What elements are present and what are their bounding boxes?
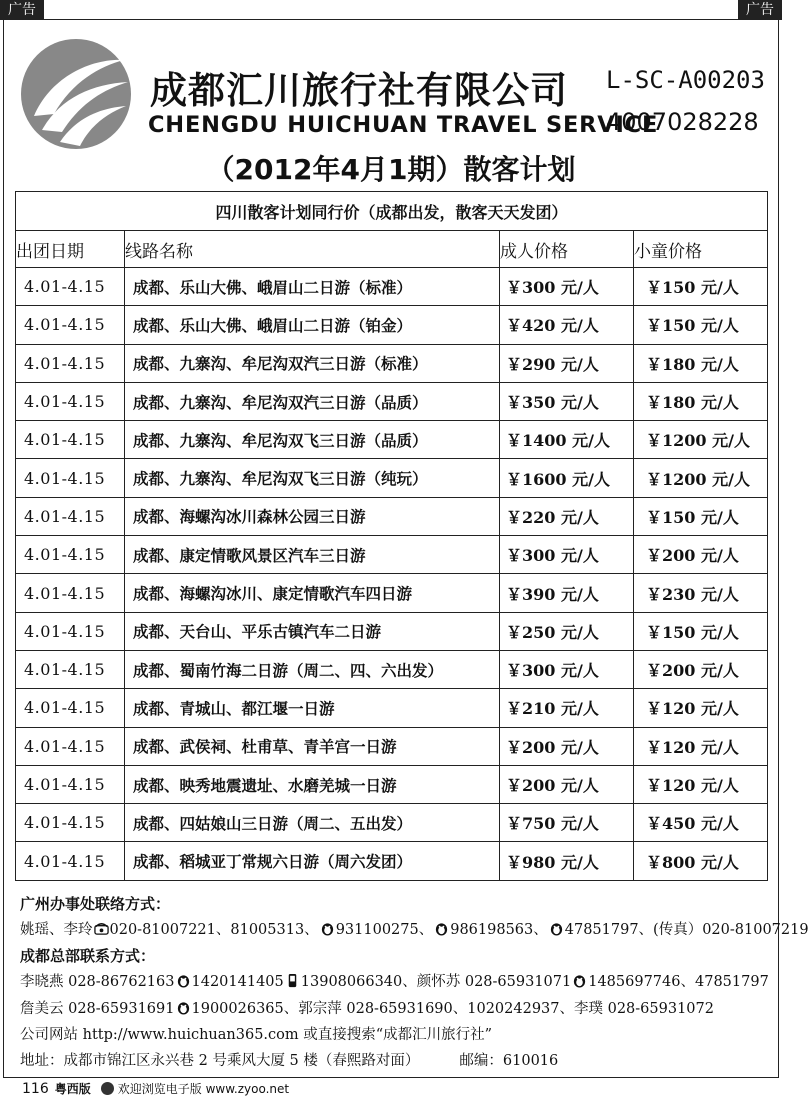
ad-tag-right: 广告 (738, 0, 782, 20)
row-route: 成都、九寨沟、牟尼沟双飞三日游（品质） (125, 421, 500, 459)
table-caption: 四川散客计划同行价（成都出发，散客天天发团） (16, 192, 768, 231)
row-child-price: ￥800 元/人 (634, 842, 768, 880)
page-footer (22, 1080, 289, 1097)
row-adult-price: ￥300 元/人 (500, 650, 634, 688)
row-route: 成都、九寨沟、牟尼沟双汽三日游（标准） (125, 344, 500, 382)
table-row (16, 536, 768, 574)
row-adult-price: ￥420 元/人 (500, 306, 634, 344)
company-name-cn: 成都汇川旅行社有限公司 (150, 69, 568, 112)
contact-text: 1900026365、郭宗萍 028-65931690、1020242937、李璞 028-65931072 (191, 1001, 714, 1017)
row-route: 成都、青城山、都江堰一日游 (125, 689, 500, 727)
row-child-price: ￥1200 元/人 (634, 421, 768, 459)
row-date: 4.01-4.15 (16, 612, 125, 650)
row-date: 4.01-4.15 (16, 344, 125, 382)
row-child-price: ￥1200 元/人 (634, 459, 768, 497)
company-name-en: CHENGDU HUICHUAN TRAVEL SERVICE (148, 112, 659, 138)
guangzhou-qq-3: 47851797、(传真）020-81007219 (564, 922, 809, 938)
guangzhou-names: 姚瑶、李玲 (20, 922, 93, 938)
row-route: 成都、稻城亚丁常规六日游（周六发团） (125, 842, 500, 880)
row-adult-price: ￥750 元/人 (500, 804, 634, 842)
address-text: 地址：成都市锦江区永兴巷 2 号乘风大厦 5 楼（春熙路对面） (20, 1053, 420, 1069)
contact-text: 詹美云 028-65931691 (20, 1001, 175, 1017)
table-row (16, 421, 768, 459)
row-route: 成都、映秀地震遗址、水磨羌城一日游 (125, 765, 500, 803)
table-body (16, 268, 768, 881)
row-route: 成都、海螺沟冰川、康定情歌汽车四日游 (125, 574, 500, 612)
row-date: 4.01-4.15 (16, 306, 125, 344)
row-date: 4.01-4.15 (16, 842, 125, 880)
row-child-price: ￥200 元/人 (634, 536, 768, 574)
row-adult-price: ￥1400 元/人 (500, 421, 634, 459)
qq-penguin-icon (572, 973, 587, 988)
contact-text: 1485697746、47851797 (588, 974, 769, 990)
table-row (16, 574, 768, 612)
header-date: 出团日期 (16, 231, 125, 268)
row-child-price: ￥200 元/人 (634, 650, 768, 688)
telephone-icon (94, 921, 109, 936)
guangzhou-heading: 广州办事处联络方式： (20, 895, 171, 913)
guangzhou-phones: 020-81007221、81005313、 (109, 922, 319, 938)
qq-penguin-icon (176, 1000, 191, 1015)
row-date: 4.01-4.15 (16, 459, 125, 497)
row-date: 4.01-4.15 (16, 268, 125, 306)
row-adult-price: ￥200 元/人 (500, 727, 634, 765)
row-route: 成都、九寨沟、牟尼沟双飞三日游（纯玩） (125, 459, 500, 497)
row-route: 成都、乐山大佛、峨眉山二日游（铂金） (125, 306, 500, 344)
qq-penguin-icon (320, 921, 335, 936)
row-route: 成都、四姑娘山三日游（周二、五出发） (125, 804, 500, 842)
header-adult-price: 成人价格 (500, 231, 634, 268)
qq-penguin-icon (434, 921, 449, 936)
postcode-text: 邮编：610016 (459, 1053, 559, 1069)
row-adult-price: ￥200 元/人 (500, 765, 634, 803)
row-adult-price: ￥210 元/人 (500, 689, 634, 727)
contact-text: 1420141405 (191, 974, 284, 990)
row-adult-price: ￥250 元/人 (500, 612, 634, 650)
row-adult-price: ￥980 元/人 (500, 842, 634, 880)
row-child-price: ￥150 元/人 (634, 268, 768, 306)
row-child-price: ￥180 元/人 (634, 382, 768, 420)
row-adult-price: ￥350 元/人 (500, 382, 634, 420)
row-adult-price: ￥300 元/人 (500, 536, 634, 574)
table-row (16, 344, 768, 382)
page-title: （2012年4月1期）散客计划 (206, 153, 576, 186)
page-number: 116 (22, 1081, 49, 1097)
row-child-price: ￥450 元/人 (634, 804, 768, 842)
company-logo-icon (20, 38, 132, 150)
table-row (16, 689, 768, 727)
row-route: 成都、乐山大佛、峨眉山二日游（标准） (125, 268, 500, 306)
row-route: 成都、武侯祠、杜甫草、青羊宫一日游 (125, 727, 500, 765)
row-date: 4.01-4.15 (16, 804, 125, 842)
row-child-price: ￥120 元/人 (634, 765, 768, 803)
header-route: 线路名称 (125, 231, 500, 268)
row-adult-price: ￥1600 元/人 (500, 459, 634, 497)
row-adult-price: ￥290 元/人 (500, 344, 634, 382)
row-date: 4.01-4.15 (16, 650, 125, 688)
tour-price-table (15, 191, 768, 881)
row-date: 4.01-4.15 (16, 497, 125, 535)
row-child-price: ￥150 元/人 (634, 306, 768, 344)
row-adult-price: ￥220 元/人 (500, 497, 634, 535)
table-row (16, 650, 768, 688)
table-row (16, 382, 768, 420)
chengdu-heading: 成都总部联系方式： (20, 947, 156, 965)
row-date: 4.01-4.15 (16, 536, 125, 574)
contact-text: 13908066340、颜怀苏 028-65931071 (300, 974, 572, 990)
license-number: L-SC-A00203 (606, 66, 765, 94)
row-date: 4.01-4.15 (16, 765, 125, 803)
qq-penguin-icon (176, 973, 191, 988)
table-row (16, 306, 768, 344)
row-route: 成都、蜀南竹海二日游（周二、四、六出发） (125, 650, 500, 688)
company-website: 公司网站 http://www.huichuan365.com 或直接搜索“成都汇川旅行社” (20, 1027, 493, 1043)
guangzhou-qq-2: 986198563、 (450, 922, 548, 938)
row-date: 4.01-4.15 (16, 382, 125, 420)
row-child-price: ￥230 元/人 (634, 574, 768, 612)
edition-label: 粤西版 (54, 1082, 91, 1096)
row-adult-price: ￥300 元/人 (500, 268, 634, 306)
table-row (16, 459, 768, 497)
row-route: 成都、天台山、平乐古镇汽车二日游 (125, 612, 500, 650)
row-child-price: ￥120 元/人 (634, 727, 768, 765)
row-date: 4.01-4.15 (16, 689, 125, 727)
row-route: 成都、康定情歌风景区汽车三日游 (125, 536, 500, 574)
company-address (20, 1049, 558, 1070)
table-row (16, 268, 768, 306)
table-header-row (16, 231, 768, 268)
row-adult-price: ￥390 元/人 (500, 574, 634, 612)
guangzhou-qq-1: 931100275、 (335, 922, 434, 938)
site-logo-icon (101, 1082, 114, 1095)
hotline-number: 4007028228 (606, 108, 759, 136)
table-row (16, 727, 768, 765)
row-child-price: ￥180 元/人 (634, 344, 768, 382)
table-row (16, 765, 768, 803)
mobile-phone-icon (285, 973, 300, 988)
table-row (16, 612, 768, 650)
row-child-price: ￥150 元/人 (634, 612, 768, 650)
ad-tag-left: 广告 (0, 0, 44, 20)
table-row (16, 842, 768, 880)
row-child-price: ￥150 元/人 (634, 497, 768, 535)
footer-slogan: 欢迎浏览电子版 www.zyoo.net (117, 1082, 290, 1096)
table-row (16, 804, 768, 842)
qq-penguin-icon (549, 921, 564, 936)
row-date: 4.01-4.15 (16, 574, 125, 612)
row-date: 4.01-4.15 (16, 421, 125, 459)
row-child-price: ￥120 元/人 (634, 689, 768, 727)
row-route: 成都、九寨沟、牟尼沟双汽三日游（品质） (125, 382, 500, 420)
chengdu-contacts-line-2 (20, 997, 714, 1018)
header-child-price: 小童价格 (634, 231, 768, 268)
row-route: 成都、海螺沟冰川森林公园三日游 (125, 497, 500, 535)
contact-text: 李晓燕 028-86762163 (20, 974, 175, 990)
table-row (16, 497, 768, 535)
row-date: 4.01-4.15 (16, 727, 125, 765)
chengdu-contacts-line-1 (20, 970, 769, 991)
guangzhou-contacts (20, 918, 809, 939)
